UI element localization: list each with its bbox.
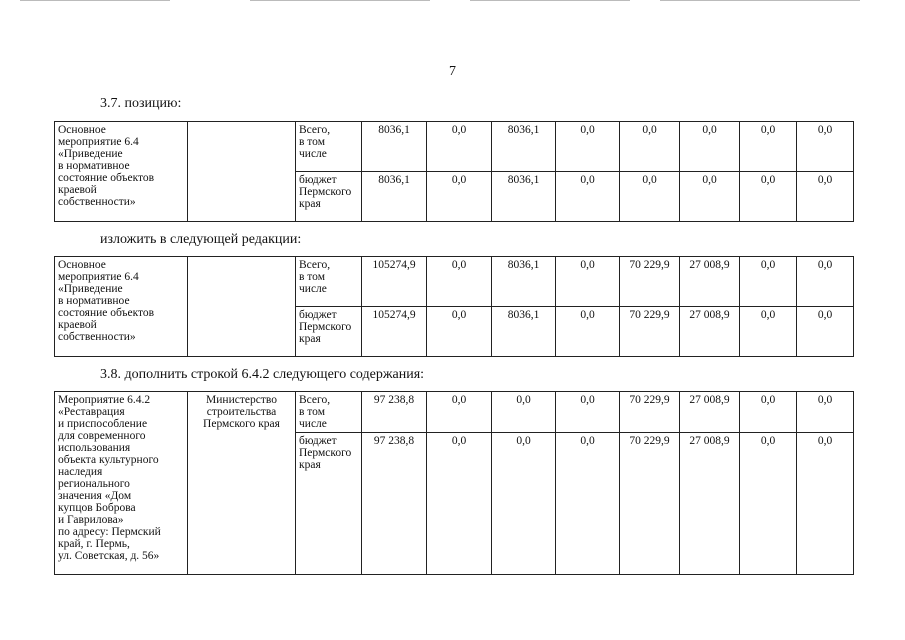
value-cell: 0,0 [427,433,492,575]
scan-edge-line [470,0,630,1]
value-cell: 0,0 [427,307,492,357]
value-cell: 0,0 [740,392,797,433]
value-cell: 8036,1 [492,307,556,357]
value-cell: 0,0 [492,433,556,575]
value-cell: 70 229,9 [620,307,680,357]
executor-cell [188,122,296,222]
scan-edge-line [250,0,430,1]
value-cell: 27 008,9 [680,392,740,433]
value-cell: 70 229,9 [620,257,680,307]
value-cell: 0,0 [680,122,740,172]
value-cell: 0,0 [556,307,620,357]
value-cell: 27 008,9 [680,257,740,307]
funding-source-cell: Всего, в том числе [296,392,362,433]
value-cell: 8036,1 [492,257,556,307]
value-cell: 97 238,8 [362,392,427,433]
value-cell: 70 229,9 [620,392,680,433]
value-cell: 0,0 [740,433,797,575]
value-cell: 0,0 [797,172,854,222]
value-cell: 0,0 [427,172,492,222]
funding-source-cell: бюджет Пермского края [296,307,362,357]
table-row [55,122,854,172]
value-cell: 0,0 [797,433,854,575]
value-cell: 0,0 [620,172,680,222]
value-cell: 0,0 [740,257,797,307]
page-number: 7 [449,64,456,79]
value-cell: 0,0 [797,392,854,433]
activity-name-cell: Мероприятие 6.4.2 «Реставрация и приспособление для современного использования объекта культурного наследия регионального значения «Дом купцов Боброва и Гаврилова» по адресу: Пермский край, г. Пермь, ул. Советская, д. 56» [55,392,188,575]
value-cell: 105274,9 [362,307,427,357]
value-cell: 27 008,9 [680,433,740,575]
replace-instruction: изложить в следующей редакции: [100,232,302,247]
executor-cell [188,257,296,357]
funding-source-cell: бюджет Пермского края [296,433,362,575]
value-cell: 8036,1 [492,122,556,172]
value-cell: 0,0 [740,172,797,222]
value-cell: 0,0 [556,433,620,575]
value-cell: 27 008,9 [680,307,740,357]
value-cell: 105274,9 [362,257,427,307]
value-cell: 8036,1 [362,172,427,222]
value-cell: 0,0 [427,122,492,172]
value-cell: 0,0 [492,392,556,433]
table-row [55,392,854,433]
value-cell: 0,0 [620,122,680,172]
value-cell: 0,0 [740,307,797,357]
value-cell: 0,0 [680,172,740,222]
scan-edge-line [20,0,170,1]
table-row [55,257,854,307]
funding-source-cell: Всего, в том числе [296,122,362,172]
value-cell: 0,0 [556,172,620,222]
value-cell: 0,0 [427,392,492,433]
value-cell: 0,0 [556,122,620,172]
added-row-table [54,391,854,575]
value-cell: 0,0 [556,257,620,307]
value-cell: 0,0 [797,307,854,357]
value-cell: 0,0 [797,257,854,307]
section-heading-3-7: 3.7. позицию: [100,96,182,111]
value-cell: 70 229,9 [620,433,680,575]
value-cell: 97 238,8 [362,433,427,575]
value-cell: 0,0 [427,257,492,307]
value-cell: 0,0 [556,392,620,433]
original-position-table [54,121,854,222]
value-cell: 0,0 [740,122,797,172]
funding-source-cell: Всего, в том числе [296,257,362,307]
value-cell: 0,0 [797,122,854,172]
value-cell: 8036,1 [362,122,427,172]
executor-cell: Министерство строительства Пермского края [188,392,296,575]
value-cell: 8036,1 [492,172,556,222]
funding-source-cell: бюджет Пермского края [296,172,362,222]
section-heading-3-8: 3.8. дополнить строкой 6.4.2 следующего содержания: [100,367,425,382]
scan-edge-line [660,0,860,1]
activity-name-cell: Основное мероприятие 6.4 «Приведение в нормативное состояние объектов краевой собственности» [55,257,188,357]
activity-name-cell: Основное мероприятие 6.4 «Приведение в нормативное состояние объектов краевой собственности» [55,122,188,222]
new-version-table [54,256,854,357]
